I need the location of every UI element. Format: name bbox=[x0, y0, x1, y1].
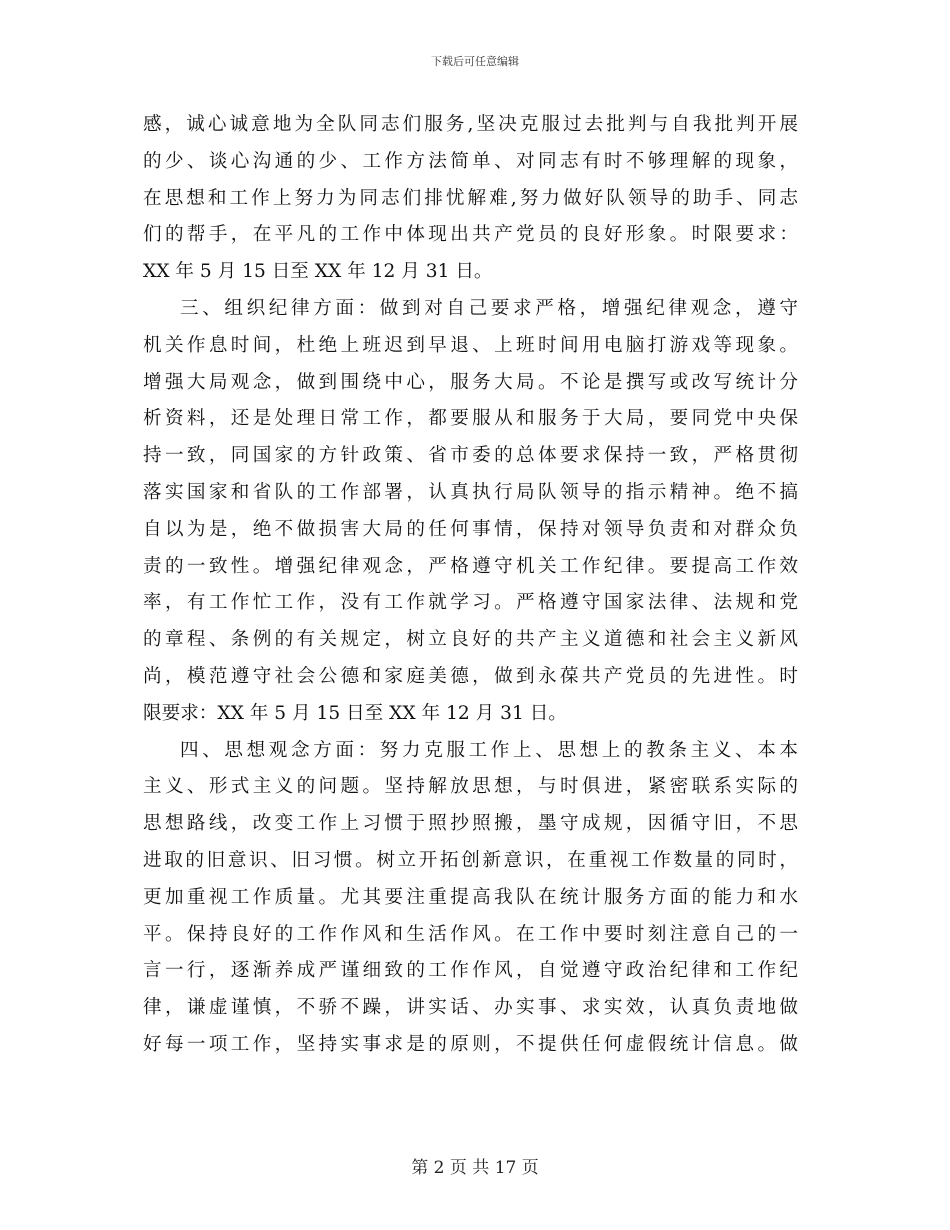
page-number: 第 2 页 共 17 页 bbox=[411, 1158, 539, 1178]
text-line: 感，诚心诚意地为全队同志们服务,坚决克服过去批判与自我批判开展 bbox=[143, 114, 798, 135]
text-line: 更加重视工作质量。尤其要注重提高我队在统计服务方面的能力和水 bbox=[143, 886, 798, 908]
text-line: 们的帮手，在平凡的工作中体现出共产党员的良好形象。时限要求： bbox=[143, 224, 798, 246]
text-line: 析资料，还是处理日常工作，都要服从和服务于大局，要同党中央保 bbox=[143, 408, 798, 430]
text-line: 增强大局观念，做到围绕中心，服务大局。不论是撰写或改写统计分 bbox=[143, 371, 798, 393]
page-header: 下载后可任意编辑 bbox=[431, 55, 519, 68]
text-line: 平。保持良好的工作作风和生活作风。在工作中要时刻注意自己的一 bbox=[143, 923, 798, 945]
text-line: 三、组织纪律方面：做到对自己要求严格，增强纪律观念，遵守 bbox=[180, 297, 798, 319]
text-line: 自以为是，绝不做损害大局的任何事情，保持对领导负责和对群众负 bbox=[143, 518, 798, 540]
text-line: 主义、形式主义的问题。坚持解放思想，与时俱进，紧密联系实际的 bbox=[143, 776, 798, 798]
text-line: 机关作息时间，杜绝上班迟到早退、上班时间用电脑打游戏等现象。 bbox=[143, 334, 798, 356]
text-line: XX 年 5 月 15 日至 XX 年 12 月 31 日。 bbox=[143, 261, 493, 283]
text-line: 进取的旧意识、旧习惯。树立开拓创新意识，在重视工作数量的同时， bbox=[143, 849, 798, 871]
text-line: 尚，模范遵守社会公德和家庭美德，做到永葆共产党员的先进性。时 bbox=[143, 665, 798, 687]
paragraph-1 bbox=[143, 107, 798, 291]
text-line: 责的一致性。增强纪律观念，严格遵守机关工作纪律。要提高工作效 bbox=[143, 555, 798, 577]
text-line: 率，有工作忙工作，没有工作就学习。严格遵守国家法律、法规和党 bbox=[143, 592, 798, 614]
text-line: 律，谦虚谨慎，不骄不躁，讲实话、办实事、求实效，认真负责地做 bbox=[143, 997, 798, 1019]
text-line: 言一行，逐渐养成严谨细致的工作作风，自觉遵守政治纪律和工作纪 bbox=[143, 960, 798, 982]
text-line: 的章程、条例的有关规定，树立良好的共产主义道德和社会主义新风 bbox=[143, 629, 798, 651]
text-line: 在思想和工作上努力为同志们排忧解难,努力做好队领导的助手、同志 bbox=[143, 187, 798, 209]
text-line: 好每一项工作，坚持实事求是的原则，不提供任何虚假统计信息。做 bbox=[143, 1033, 798, 1055]
text-line: 的少、谈心沟通的少、工作方法简单、对同志有时不够理解的现象， bbox=[143, 150, 798, 172]
document-body bbox=[143, 107, 798, 1064]
text-line: 限要求：XX 年 5 月 15 日至 XX 年 12 月 31 日。 bbox=[143, 702, 567, 724]
paragraph-3 bbox=[143, 733, 798, 1064]
text-line: 思想路线，改变工作上习惯于照抄照搬，墨守成规，因循守旧，不思 bbox=[143, 813, 798, 835]
text-line: 四、思想观念方面：努力克服工作上、思想上的教条主义、本本 bbox=[180, 739, 798, 761]
text-line: 落实国家和省队的工作部署，认真执行局队领导的指示精神。绝不搞 bbox=[143, 481, 798, 503]
text-line: 持一致，同国家的方针政策、省市委的总体要求保持一致，严格贯彻 bbox=[143, 445, 798, 467]
paragraph-2 bbox=[143, 291, 798, 733]
